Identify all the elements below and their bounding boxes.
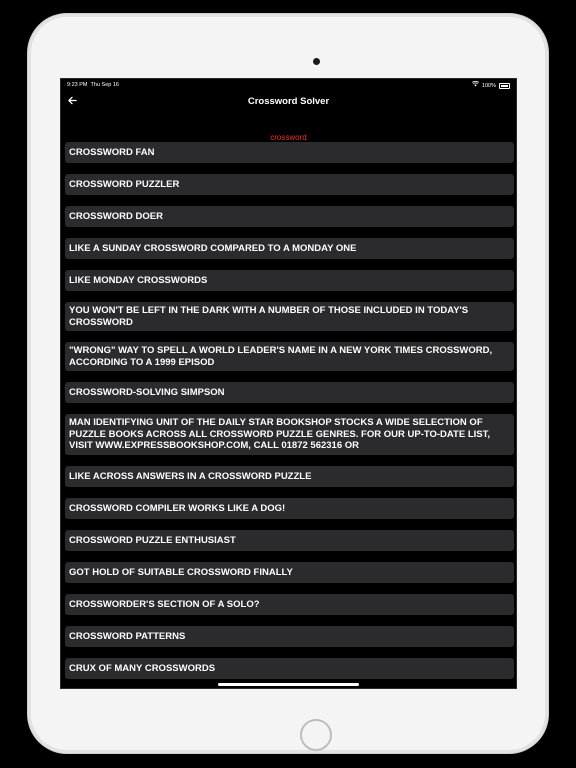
status-time [67,82,119,88]
status-date-text: Thu Sep 16 [90,82,119,88]
battery-percent: 100% [481,82,496,89]
clue-text: MAN IDENTIFYING UNIT OF THE DAILY STAR BOOKSHOP STOCKS A WIDE SELECTION OF PUZZLE BOOKS ACROSS ALL CROSSWORD PUZZLE GENRES. FOR OUR UP-TO-DATE LIST, VISIT WWW.EXPRESSBOOKSHOP.COM, CALL 01872 562316 OR [69,417,491,452]
clue-text: CROSSWORD FAN [69,146,155,158]
search-term: crossword [270,133,307,142]
clue-item[interactable] [65,466,514,487]
clue-item[interactable] [65,206,514,227]
clue-text: CROSSWORD PUZZLE ENTHUSIAST [69,534,236,546]
clue-text: GOT HOLD OF SUITABLE CROSSWORD FINALLY [69,566,293,578]
clue-item[interactable] [65,562,514,583]
clue-item[interactable] [65,594,514,615]
clue-item[interactable] [65,498,514,519]
clue-text: "WRONG" WAY TO SPELL A WORLD LEADER'S NAME IN A NEW YORK TIMES CROSSWORD, ACCORDING TO A 1999 EPISOD [69,345,493,368]
clue-item[interactable] [65,174,514,195]
page-title: Crossword Solver [247,96,330,107]
clue-item[interactable] [65,142,514,163]
clue-item[interactable] [65,414,514,455]
clue-item[interactable] [65,238,514,259]
clue-item[interactable] [65,302,514,331]
clue-item[interactable] [65,270,514,291]
battery-icon [499,83,510,89]
clue-text: CROSSWORDER'S SECTION OF A SOLO? [69,598,260,610]
navigation-bar [61,91,516,113]
status-bar [61,79,516,91]
clue-text: CRUX OF MANY CROSSWORDS [69,662,216,674]
clue-text: CROSSWORD COMPILER WORKS LIKE A DOG! [69,502,286,514]
clue-item[interactable] [65,530,514,551]
clue-text: LIKE MONDAY CROSSWORDS [69,274,208,286]
clue-item[interactable] [65,342,514,371]
clue-text: CROSSWORD DOER [69,210,163,222]
status-indicators [472,81,510,90]
clue-text: YOU WON'T BE LEFT IN THE DARK WITH A NUMBER OF THOSE INCLUDED IN TODAY'S CROSSWORD [69,305,469,328]
clue-text: CROSSWORD PUZZLER [69,178,180,190]
clue-text: CROSSWORD PATTERNS [69,630,186,642]
wifi-icon [472,81,479,90]
clue-item[interactable] [65,658,514,679]
front-camera [313,58,320,65]
clue-text: LIKE ACROSS ANSWERS IN A CROSSWORD PUZZLE [69,470,312,482]
app-screen [60,78,517,689]
clue-item[interactable] [65,626,514,647]
home-button[interactable] [300,719,332,751]
clue-text: CROSSWORD-SOLVING SIMPSON [69,386,225,398]
clue-item[interactable] [65,382,514,403]
status-time-text: 9:23 PM [67,82,88,88]
home-indicator [218,683,359,686]
clue-text: LIKE A SUNDAY CROSSWORD COMPARED TO A MONDAY ONE [69,242,357,254]
